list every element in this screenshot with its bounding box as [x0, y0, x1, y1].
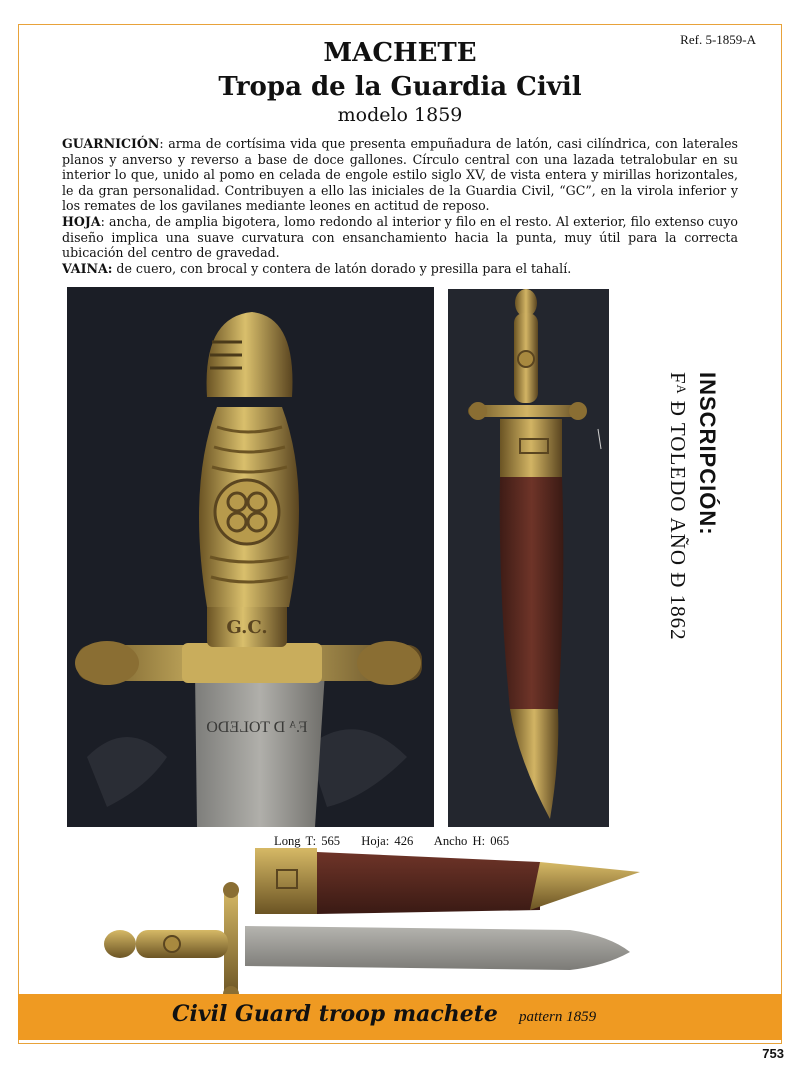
sheathed-machete-photo: [448, 289, 609, 827]
label-vaina: VAINA:: [62, 260, 113, 276]
english-title: Civil Guard troop machete: [172, 1001, 498, 1027]
inscription-heading: INSCRIPCIÓN:: [695, 372, 720, 536]
english-pattern: pattern 1859: [519, 1009, 597, 1025]
label-hoja: HOJA: [62, 213, 101, 229]
paragraph-guarnicion: [62, 136, 738, 214]
inscription-text: Fᴬ Ð TOLEDO AÑO Ð 1862: [666, 372, 690, 641]
description: [62, 136, 738, 276]
machete-and-scabbard-illustration: [100, 848, 660, 998]
grip-initials: G.C.: [226, 617, 268, 638]
title-line-1: MACHETE: [323, 38, 477, 68]
measure-long: Long T: 565: [274, 834, 341, 848]
reference-number: Ref. 5-1859-A: [680, 32, 756, 47]
measure-hoja: Hoja: 426: [361, 834, 414, 848]
measure-ancho: Ancho H: 065: [433, 834, 510, 848]
page-number: 753: [762, 1046, 784, 1061]
title-line-2: Tropa de la Guardia Civil: [218, 72, 582, 102]
paragraph-vaina: [62, 261, 738, 277]
label-guarnicion: GUARNICIÓN: [62, 136, 160, 151]
text-guarnicion: : arma de cortísima vida que presenta empuñadura de latón, casi cilíndrica, con laterales planos y anverso y reverso a base de doce gallones. Círculo central con una lazada tetralobular en su interior lo que, unido al pomo en celada de engole estilo siglo XV, de vista entera y mirillas horizontales, le da gran personalidad. Contribuyen a ello las iniciales de la Guardia Civil, “GC”, en la virola inferior y los remates de los gavilanes mediante leones en actitud de reposo.: [62, 136, 738, 214]
paragraph-hoja: [62, 214, 738, 261]
text-hoja: : ancha, de amplia bigotera, lomo redondo al interior y filo en el resto. Al exterior, filo extenso cuyo diseño implica una suave curvatura con ensanchamiento hacia la punta, muy útil para la correcta ubicación del centro de gravedad.: [62, 213, 738, 261]
hilt-closeup-illustration: [67, 287, 434, 827]
inscription-block: [600, 372, 720, 692]
blade-mark: F.ᴬ D TOLEDO: [206, 719, 308, 736]
text-vaina: de cuero, con brocal y contera de latón dorado y presilla para el tahalí.: [112, 260, 572, 276]
hilt-closeup-photo: [67, 287, 434, 827]
sheathed-machete-illustration: [448, 289, 609, 827]
title-line-3: modelo 1859: [337, 104, 463, 126]
measurements: [274, 834, 525, 849]
